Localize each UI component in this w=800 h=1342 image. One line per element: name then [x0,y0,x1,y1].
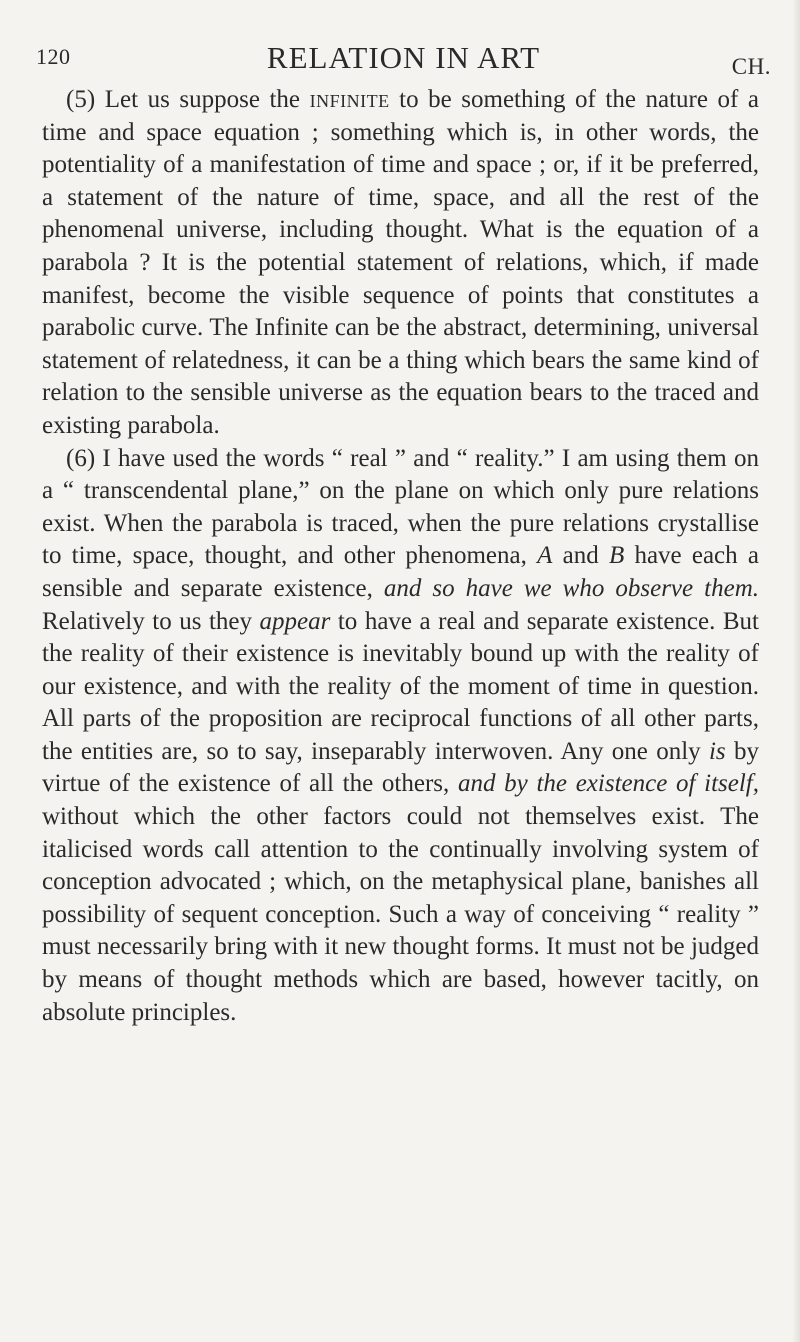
paragraph-6-part3: Relatively to us they [42,607,260,635]
italic-b: B [608,542,625,570]
paragraph-6-part6: without which the other factors could not themselves exist. The italicised words call attention to the continually involving system of conception advocated ; which, on the metaphysical plane, banishes all possibility of sequent conception. Such a way of conceiving “ reality ” must necessarily bring with it new thought forms. It must not be judged by means of thought methods which are based, however tacitly, on absolute principles. [42,803,759,1026]
paragraph-5 [42,84,759,443]
paragraph-6-part5: by virtue of the existence of all the others, [42,737,760,798]
paragraph-6 [42,443,759,1030]
paragraph-6-and: and [552,542,609,570]
italic-a: A [537,542,553,570]
running-head [36,40,771,80]
paragraph-6-part1: (6) I have used the words “ real ” and “ reality.” I am using them on a “ transcendental plane,” on the plane on which only pure relations exist. When the parabola is traced, when the pure relations crystallise to time, space, thought, and other phenomena, [42,444,759,570]
paragraph-6-part4: to have a real and separate existence. But the reality of their existence is inevitably bound up with the reality of our existence, and with the reality of the moment of time in question. All parts of the proposition are reciprocal functions of all other parts, the entities are, so to say, inseparably interwoven. Any one only [42,607,759,765]
running-title: RELATION IN ART [266,40,541,75]
italic-appear: appear [259,607,331,635]
paragraph-6-part2: have each a sensible and separate existence, [42,542,759,602]
page-edge-shadow [792,0,800,1342]
chapter-mark: CH. [731,54,771,79]
page-number: 120 [36,44,71,69]
infinite-smallcaps: infinite [309,86,390,113]
body-text [42,84,759,1029]
paragraph-5-text: to be something of the nature of a time and space equation ; something which is, in other words, the potentiality of a manifestation of time and space ; or, if it be preferred, a statement of the nature of time, space, and all the rest of the phenomenal universe, including thought. What is the equation of a parabola ? It is the potential statement of relations, which, if made manifest, become the visible sequence of points that constitutes a parabolic curve. The Infinite can be the abstract, determining, universal statement of relatedness, it can be a thing which bears the same kind of relation to the sensible universe as the equation bears to the traced and existing parabola. [42,86,759,439]
italic-is: is [708,737,726,765]
paragraph-5-lead: (5) Let us suppose the [66,86,310,113]
italic-itself: and by the existence of itself, [457,770,759,798]
italic-observe: and so have we who observe them. [383,574,760,602]
